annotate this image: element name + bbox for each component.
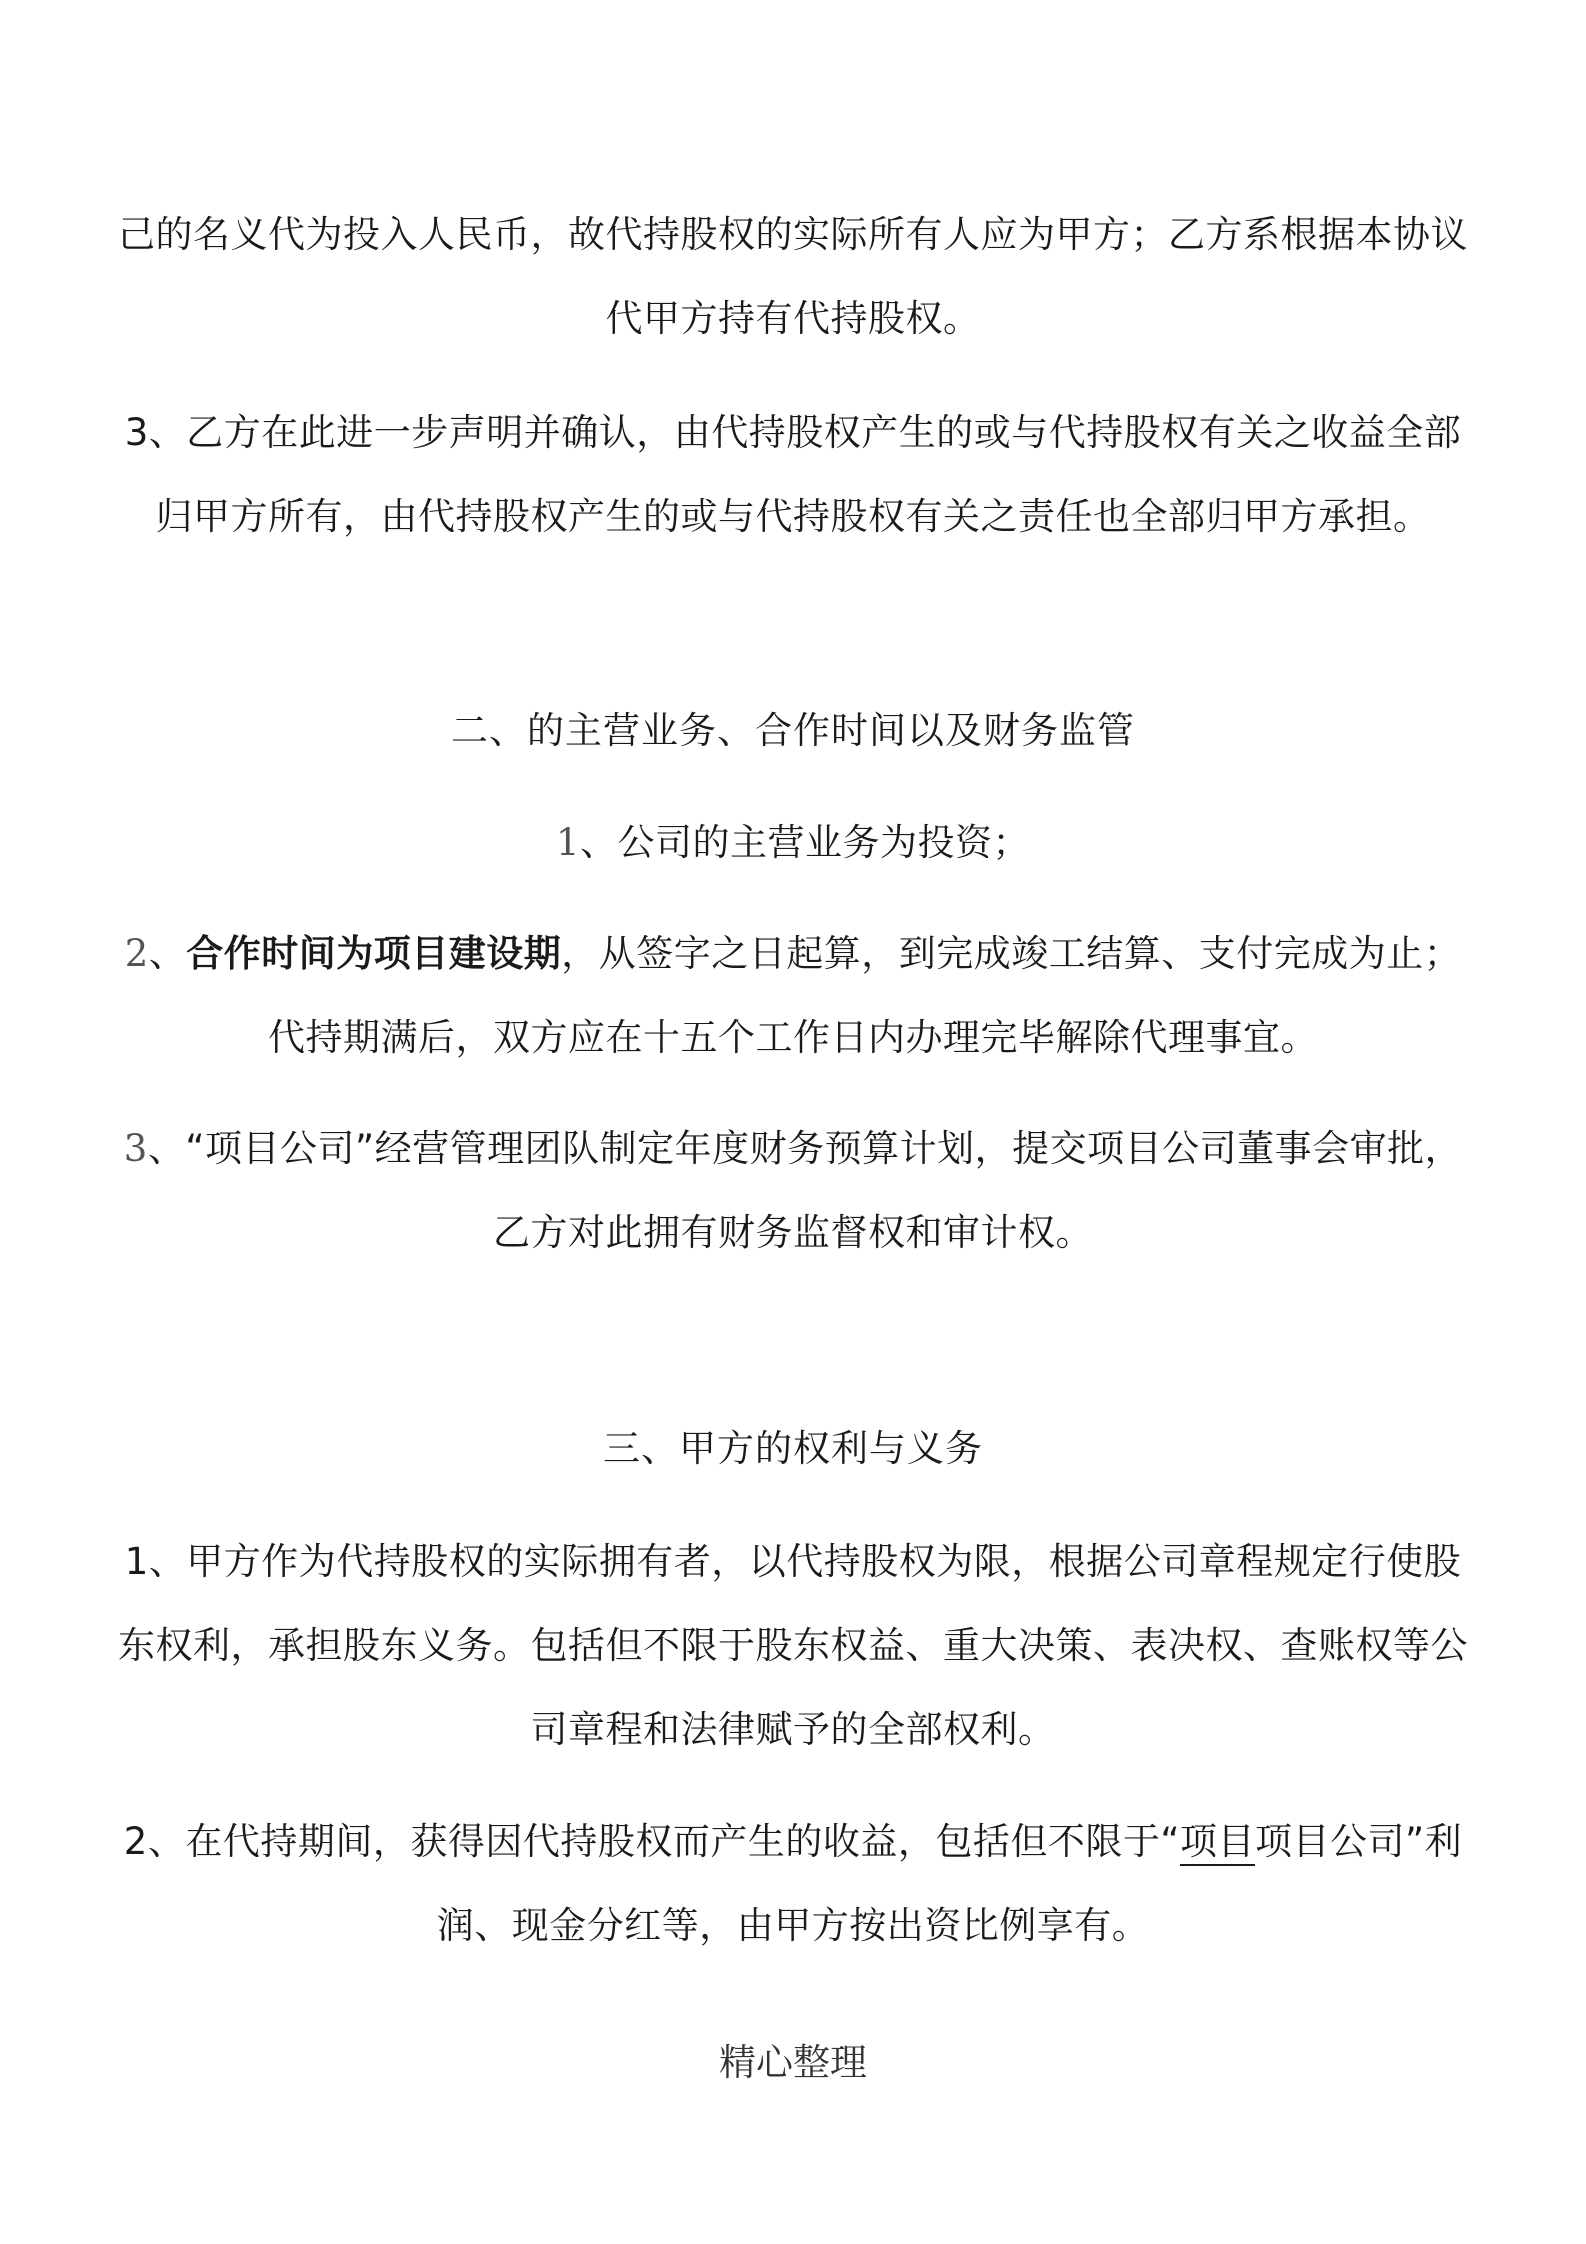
section3-item-2 — [110, 1800, 1476, 1968]
item-number: 1 — [124, 1540, 149, 1583]
page-footer: 精心整理 — [719, 2041, 867, 2084]
section2-item-2 — [110, 912, 1476, 1080]
paragraph-text: 己的名义代为投入人民币，故代持股权的实际所有人应为甲方；乙方系根据本协议代甲方持有代持股权。 — [118, 213, 1468, 340]
item-number: 1 — [555, 821, 581, 864]
item-number: 3 — [123, 1127, 148, 1170]
clause-text: 、乙方在此进一步声明并确认，由代持股权产生的或与代持股权有关之收益全部归甲方所有，由代持股权产生的或与代持股权有关之责任也全部归甲方承担。 — [148, 411, 1462, 538]
item-number: 2 — [123, 1820, 148, 1863]
underlined-text: 项目 — [1180, 1820, 1256, 1863]
item-text: 、“项目公司”经营管理团队制定年度财务预算计划，提交项目公司董事会审批，乙方对此拥有财务监督权和审计权。 — [147, 1127, 1463, 1254]
item-bold-text: 合作时间为项目建设期 — [186, 932, 562, 975]
section-heading-2: 二、的主营业务、合作时间以及财务监管 — [451, 709, 1135, 752]
section3-item-1 — [110, 1520, 1476, 1772]
item-text-after: 项目公司”利润、现金分红等，由甲方按出资比例享有。 — [436, 1820, 1463, 1947]
item-text: 、甲方作为代持股权的实际拥有者，以代持股权为限，根据公司章程规定行使股东权利，承担股东义务。包括但不限于股东权益、重大决策、表决权、查账权等公司章程和法律赋予的全部权利。 — [118, 1540, 1468, 1751]
item-text: 、公司的主营业务为投资； — [580, 821, 1031, 864]
item-text-before: 、在代持期间，获得因代持股权而产生的收益，包括但不限于“ — [147, 1820, 1181, 1863]
item-number: 2 — [124, 932, 149, 975]
clause-number: 3 — [124, 411, 149, 454]
section2-item-1 — [110, 801, 1476, 885]
section2-item-3 — [110, 1107, 1476, 1275]
item-text: ，从签字之日起算，到完成竣工结算、支付完成为止；代持期满后，双方应在十五个工作日内办理完毕解除代理事宜。 — [268, 932, 1462, 1059]
item-separator: 、 — [148, 932, 187, 975]
clause-3 — [110, 391, 1476, 559]
paragraph-continuation — [110, 193, 1476, 361]
section-heading-3: 三、甲方的权利与义务 — [603, 1427, 983, 1470]
